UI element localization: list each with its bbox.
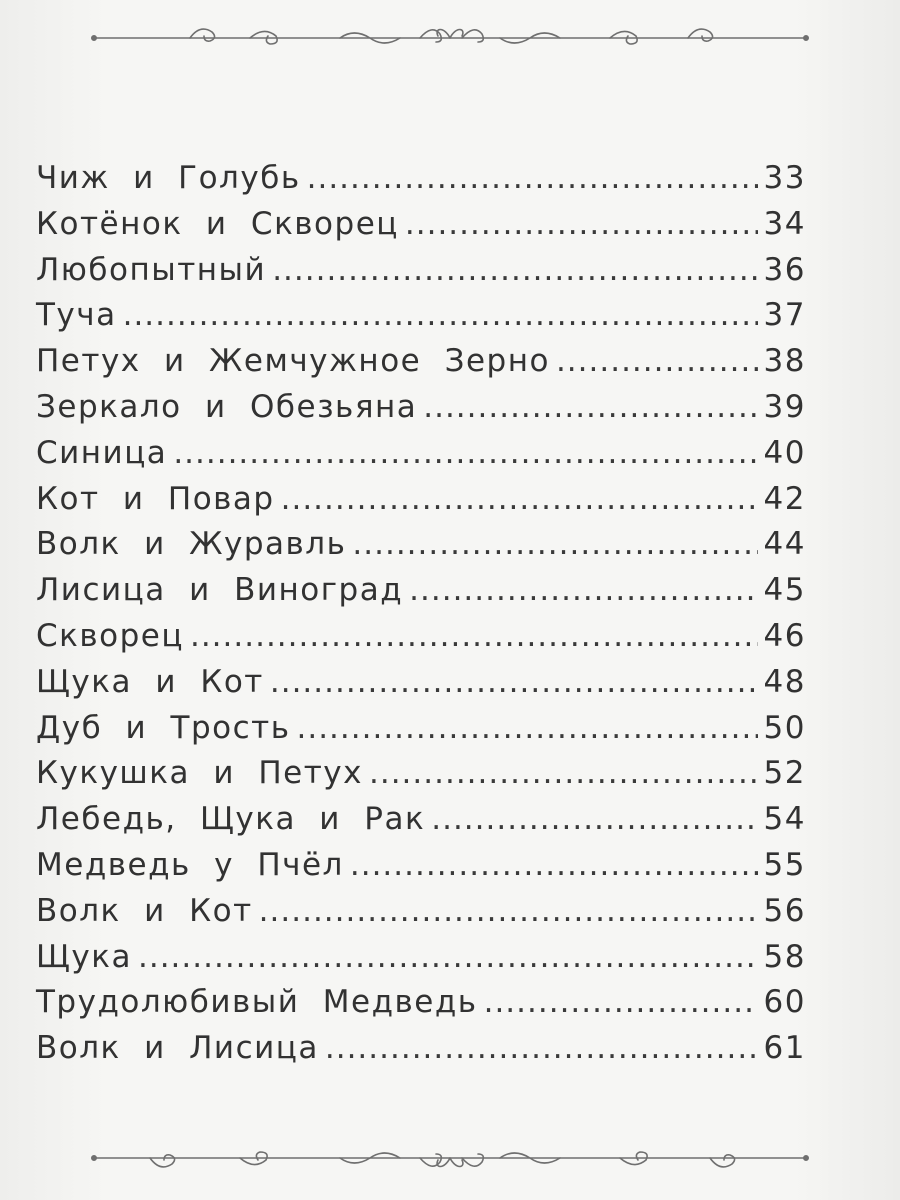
entry-page-number: 56 bbox=[763, 892, 806, 929]
toc-entry bbox=[36, 980, 806, 1026]
dot-leader bbox=[307, 156, 758, 202]
entry-page-number: 38 bbox=[763, 343, 806, 380]
dot-leader bbox=[190, 614, 758, 660]
toc-entry bbox=[36, 660, 806, 706]
toc-entry bbox=[36, 706, 806, 752]
entry-title: Котёнок и Скворец bbox=[36, 205, 399, 242]
entry-title: Зеркало и Обезьяна bbox=[36, 388, 418, 425]
dot-leader bbox=[123, 293, 758, 339]
entry-page-number: 61 bbox=[763, 1030, 806, 1067]
entry-page-number: 36 bbox=[763, 251, 806, 288]
entry-title: Любопытный bbox=[36, 251, 267, 288]
dot-leader bbox=[259, 889, 758, 935]
toc-entry bbox=[36, 751, 806, 797]
top-flourish-icon bbox=[90, 18, 810, 58]
entry-page-number: 42 bbox=[763, 480, 806, 517]
entry-page-number: 40 bbox=[763, 434, 806, 471]
entry-page-number: 45 bbox=[763, 572, 806, 609]
dot-leader bbox=[556, 339, 758, 385]
toc-entry bbox=[36, 248, 806, 294]
toc-entry bbox=[36, 935, 806, 981]
toc-entry bbox=[36, 477, 806, 523]
toc-entry bbox=[36, 293, 806, 339]
entry-page-number: 46 bbox=[763, 617, 806, 654]
entry-page-number: 33 bbox=[763, 160, 806, 196]
entry-title: Синица bbox=[36, 434, 168, 471]
entry-title: Туча bbox=[36, 297, 117, 334]
toc-entry bbox=[36, 1026, 806, 1072]
dot-leader bbox=[138, 935, 758, 981]
toc-entry bbox=[36, 156, 806, 202]
dot-leader bbox=[405, 202, 758, 248]
entry-title: Лисица и Виноград bbox=[36, 572, 404, 609]
entry-title: Щука bbox=[36, 938, 132, 975]
toc-entry bbox=[36, 843, 806, 889]
dot-leader bbox=[352, 522, 758, 568]
entry-page-number: 37 bbox=[763, 297, 806, 334]
dot-leader bbox=[325, 1026, 758, 1072]
entry-page-number: 44 bbox=[763, 526, 806, 563]
entry-title: Медведь у Пчёл bbox=[36, 846, 344, 883]
entry-title: Кот и Повар bbox=[36, 480, 275, 517]
entry-title: Дуб и Трость bbox=[36, 709, 291, 746]
entry-page-number: 50 bbox=[763, 709, 806, 746]
toc-entry bbox=[36, 202, 806, 248]
dot-leader bbox=[431, 797, 758, 843]
toc-entry bbox=[36, 614, 806, 660]
entry-page-number: 34 bbox=[763, 205, 806, 242]
entry-title: Трудолюбивый Медведь bbox=[36, 984, 478, 1021]
toc-entry bbox=[36, 431, 806, 477]
entry-title: Скворец bbox=[36, 617, 184, 654]
entry-title: Щука и Кот bbox=[36, 663, 264, 700]
toc-entry bbox=[36, 568, 806, 614]
entry-page-number: 60 bbox=[763, 984, 806, 1021]
entry-title: Петух и Жемчужное Зерно bbox=[36, 343, 550, 380]
dot-leader bbox=[297, 706, 759, 752]
entry-title: Кукушка и Петух bbox=[36, 755, 363, 792]
entry-page-number: 55 bbox=[763, 846, 806, 883]
toc-entry bbox=[36, 889, 806, 935]
entry-page-number: 52 bbox=[763, 755, 806, 792]
dot-leader bbox=[423, 385, 758, 431]
toc-entry bbox=[36, 797, 806, 843]
entry-title: Волк и Лисица bbox=[36, 1030, 319, 1067]
entry-title: Чиж и Голубь bbox=[36, 160, 301, 196]
entry-page-number: 39 bbox=[763, 388, 806, 425]
toc-entry bbox=[36, 385, 806, 431]
dot-leader bbox=[484, 980, 758, 1026]
toc-entry bbox=[36, 339, 806, 385]
bottom-flourish-icon bbox=[90, 1138, 810, 1178]
dot-leader bbox=[173, 431, 758, 477]
dot-leader bbox=[281, 477, 758, 523]
dot-leader bbox=[369, 751, 758, 797]
entry-page-number: 54 bbox=[763, 801, 806, 838]
table-of-contents bbox=[36, 156, 806, 1072]
dot-leader bbox=[270, 660, 758, 706]
entry-title: Лебедь, Щука и Рак bbox=[36, 801, 426, 838]
entry-title: Волк и Кот bbox=[36, 892, 253, 929]
dot-leader bbox=[409, 568, 758, 614]
dot-leader bbox=[272, 248, 758, 294]
entry-page-number: 48 bbox=[763, 663, 806, 700]
entry-title: Волк и Журавль bbox=[36, 526, 347, 563]
entry-page-number: 58 bbox=[763, 938, 806, 975]
dot-leader bbox=[350, 843, 758, 889]
toc-entry bbox=[36, 522, 806, 568]
